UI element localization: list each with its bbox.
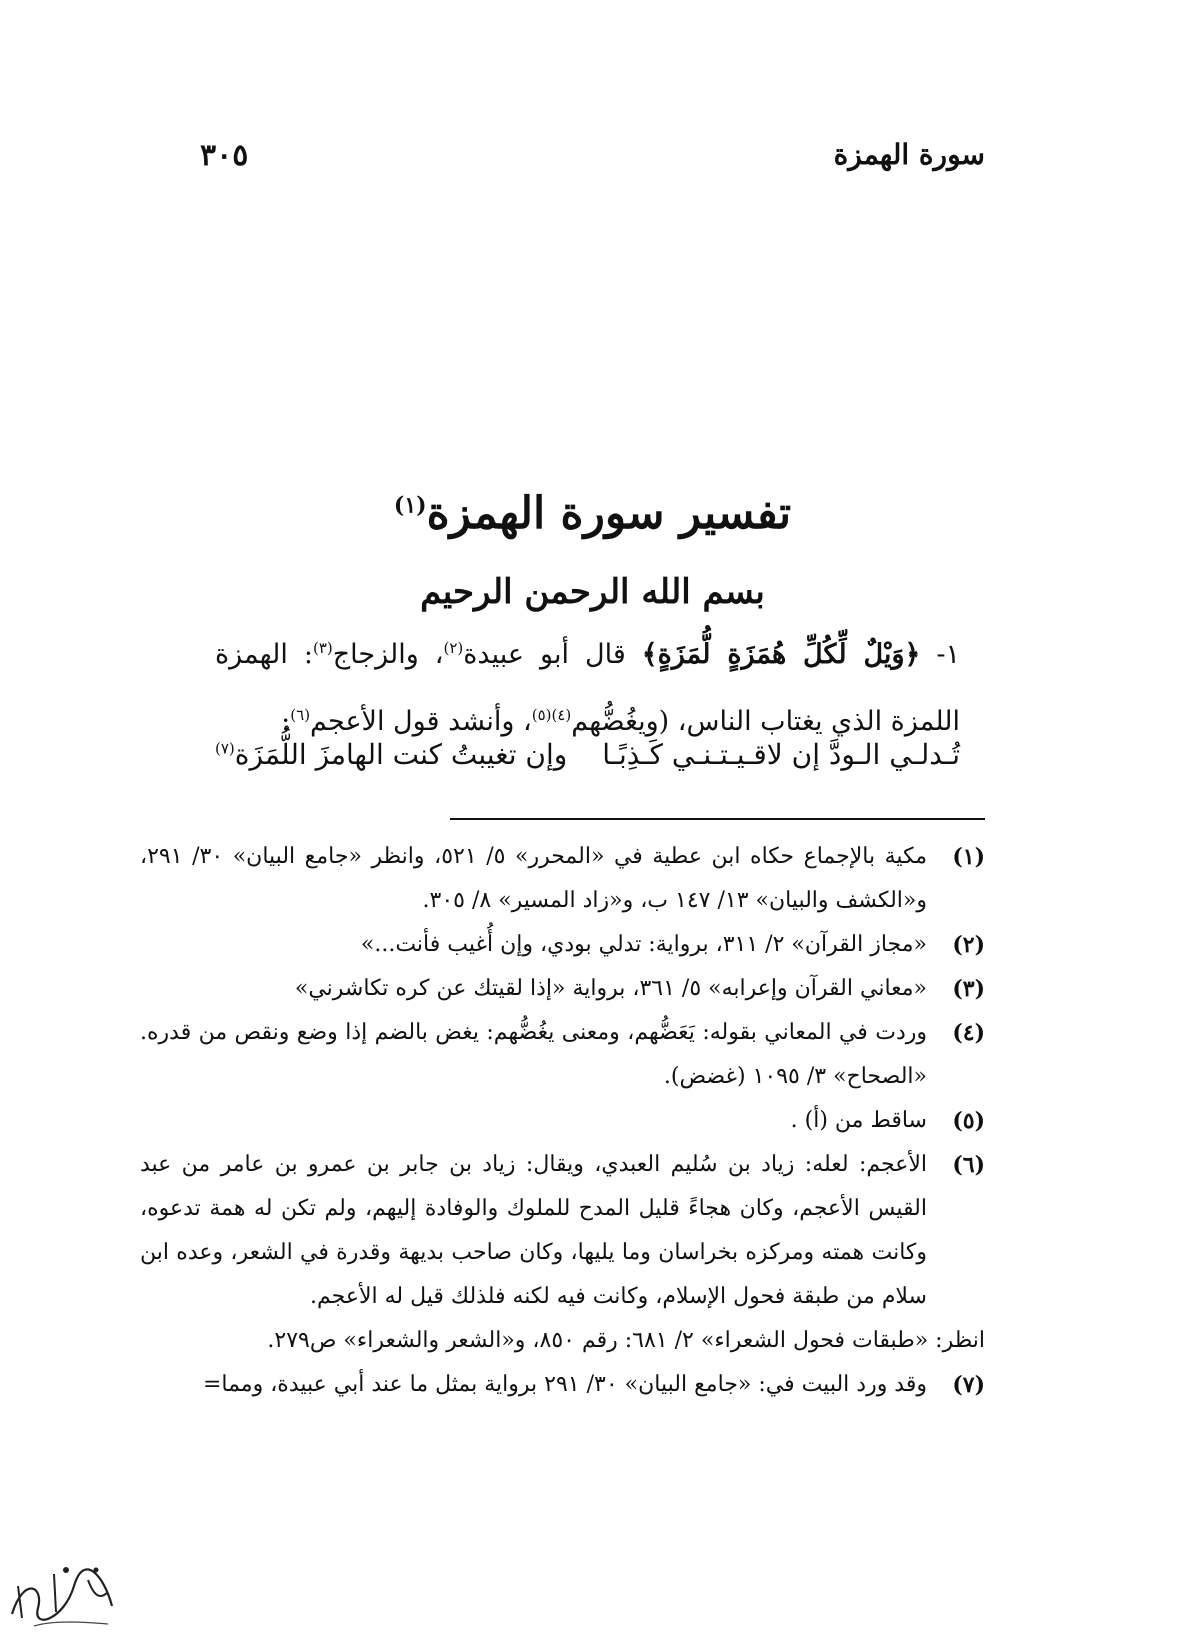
footnote <box>140 1011 985 1099</box>
footnote <box>140 923 985 967</box>
footnote-divider <box>450 818 985 820</box>
footnote <box>140 1099 985 1143</box>
footnote-number: (٦) <box>952 1152 985 1178</box>
running-header <box>200 138 985 188</box>
running-title: سورة الهمزة <box>833 138 985 171</box>
footnote-text: «معاني القرآن وإعرابه» ٥/ ٣٦١، برواية «إذا لقيتك عن كره تكاشرني» <box>294 976 927 1001</box>
footnote-text: مكية بالإجماع حكاه ابن عطية في «المحرر» ٥/ ٥٢١، وانظر «جامع البيان» ٣٠/ ٢٩١، و«الكشف والبيان» ١٣/ ١٤٧ ب، و«زاد المسير» ٨/ ٣٠٥. <box>140 844 928 913</box>
footnote-number: (٥) <box>952 1108 985 1134</box>
footnote-ref: (١) <box>393 492 427 519</box>
footnote-ref: (٣) <box>312 639 333 657</box>
footnotes-section <box>140 835 985 1407</box>
first-hemistich: تُـدلـي الـودَّ إن لاقـيـتـنـي كَـذِبًـا <box>602 738 960 771</box>
quran-verse: ﴿وَيْلٌ لِّكُلِّ هُمَزَةٍ لُّمَزَةٍ﴾ <box>641 639 921 670</box>
surah-title <box>0 488 1185 539</box>
page-number: ٣٠٥ <box>200 138 249 173</box>
footnote-number: (٢) <box>952 932 985 958</box>
surah-title-text: تفسير سورة الهمزة <box>426 488 792 539</box>
footnote <box>140 967 985 1011</box>
footnote-number: (١) <box>952 844 985 870</box>
commentary-paragraph <box>215 618 960 752</box>
footnote-ref: (٢) <box>443 639 464 657</box>
footnote <box>140 835 985 923</box>
footnote-ref: (٦) <box>290 706 311 724</box>
library-stamp-logo <box>4 1556 122 1632</box>
footnote-text: وقد ورد البيت في: «جامع البيان» ٣٠/ ٢٩١ برواية بمثل ما عند أبي عبيدة، ومما= <box>202 1372 927 1397</box>
footnote <box>140 1143 985 1319</box>
basmala: بسم الله الرحمن الرحيم <box>420 572 765 612</box>
footnote-text: الأعجم: لعله: زياد بن سُليم العبدي، ويقال: زياد بن جابر بن عمرو بن عامر من عبد القيس الأعجم، وكان هجاءً قليل المدح للملوك والوفادة إليهم، ولم تكن له همة تدعوه، وكانت همته ومركزه بخراسان وما يليها، وكان صاحب بديهة وقدرة في الشعر، وعده ابن سلام من طبقة فحول الإسلام، وكانت فيه لكنه فلذلك قيل له الأعجم. <box>140 1152 927 1309</box>
footnote-sources: انظر: «طبقات فحول الشعراء» ٢/ ٦٨١: رقم ٨٥٠، و«الشعر والشعراء» ص٢٧٩. <box>267 1328 985 1353</box>
footnote <box>140 1363 985 1407</box>
footnote-number: (٤) <box>952 1020 985 1046</box>
second-hemistich: وإن تغيبتُ كنت الهامزَ اللُّمَزَة <box>234 738 568 771</box>
text-segment: : الهمزة اللمزة الذي يغتاب الناس، (ويغُضُّهم <box>215 639 960 737</box>
text-segment: قال أبو عبيدة <box>463 639 642 670</box>
footnote-ref: (٧) <box>215 739 235 758</box>
footnote-text: ساقط من (أ) . <box>790 1108 927 1133</box>
text-segment: ، والزجاج <box>332 639 444 670</box>
poem-verse <box>215 738 960 798</box>
footnote-ref: (٤) <box>551 706 572 724</box>
footnote-text: وردت في المعاني بقوله: يَعَضُّهم، ومعنى يغُضُّهم: يغض بالضم إذا وضع ونقص من قدره. «الصحاح» ٣/ ١٠٩٥ (غضض). <box>140 1020 927 1089</box>
footnote-text: «مجاز القرآن» ٢/ ٣١١، برواية: تدلي بودي، وإن أُغيب فأنت...» <box>360 932 927 957</box>
second-hemistich-wrap <box>215 738 567 771</box>
footnote-number: (٧) <box>952 1372 985 1398</box>
commentary-body <box>215 618 960 752</box>
footnote-number: (٣) <box>952 976 985 1002</box>
footnote-ref: (٥) <box>531 706 552 724</box>
text-segment: : <box>281 706 291 737</box>
verse-number: ١- <box>936 639 960 670</box>
text-segment: ، وأنشد قول الأعجم <box>310 706 532 737</box>
